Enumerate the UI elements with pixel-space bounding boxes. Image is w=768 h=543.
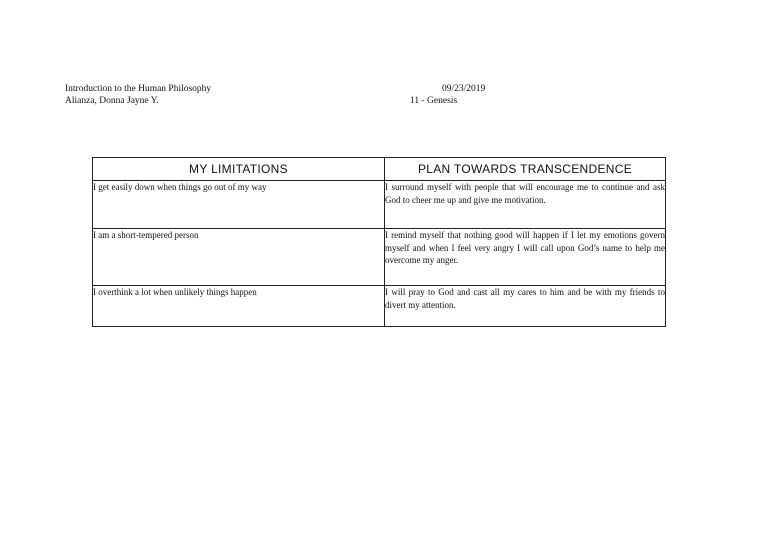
header-right xyxy=(410,83,485,107)
plan-cell: I remind myself that nothing good will happen if I let my emotions govern myself and when I feel very angry I will call upon God’s name to help me overcome my anger. xyxy=(385,229,666,286)
plan-cell: I will pray to God and cast all my cares to him and be with my friends to divert my attention. xyxy=(385,286,666,327)
table-row xyxy=(93,229,666,286)
table-header-row xyxy=(93,158,666,181)
student-name: Alianza, Donna Jayne Y. xyxy=(65,96,159,106)
limitation-cell: I am a short-tempered person xyxy=(93,229,385,286)
table-row xyxy=(93,286,666,327)
limitation-cell: I overthink a lot when unlikely things happen xyxy=(93,286,385,327)
header-left xyxy=(65,83,211,107)
document-date: 09/23/2019 xyxy=(442,84,486,94)
course-title: Introduction to the Human Philosophy xyxy=(65,84,212,94)
column-header-plan: PLAN TOWARDS TRANSCENDENCE xyxy=(385,158,666,181)
limitations-table xyxy=(92,157,666,327)
class-section: 11 - Genesis xyxy=(410,96,458,106)
plan-cell: I surround myself with people that will encourage me to continue and ask God to cheer me up and give me motivation. xyxy=(385,181,666,229)
limitation-cell: I get easily down when things go out of my way xyxy=(93,181,385,229)
table-row xyxy=(93,181,666,229)
column-header-limitations: MY LIMITATIONS xyxy=(93,158,385,181)
